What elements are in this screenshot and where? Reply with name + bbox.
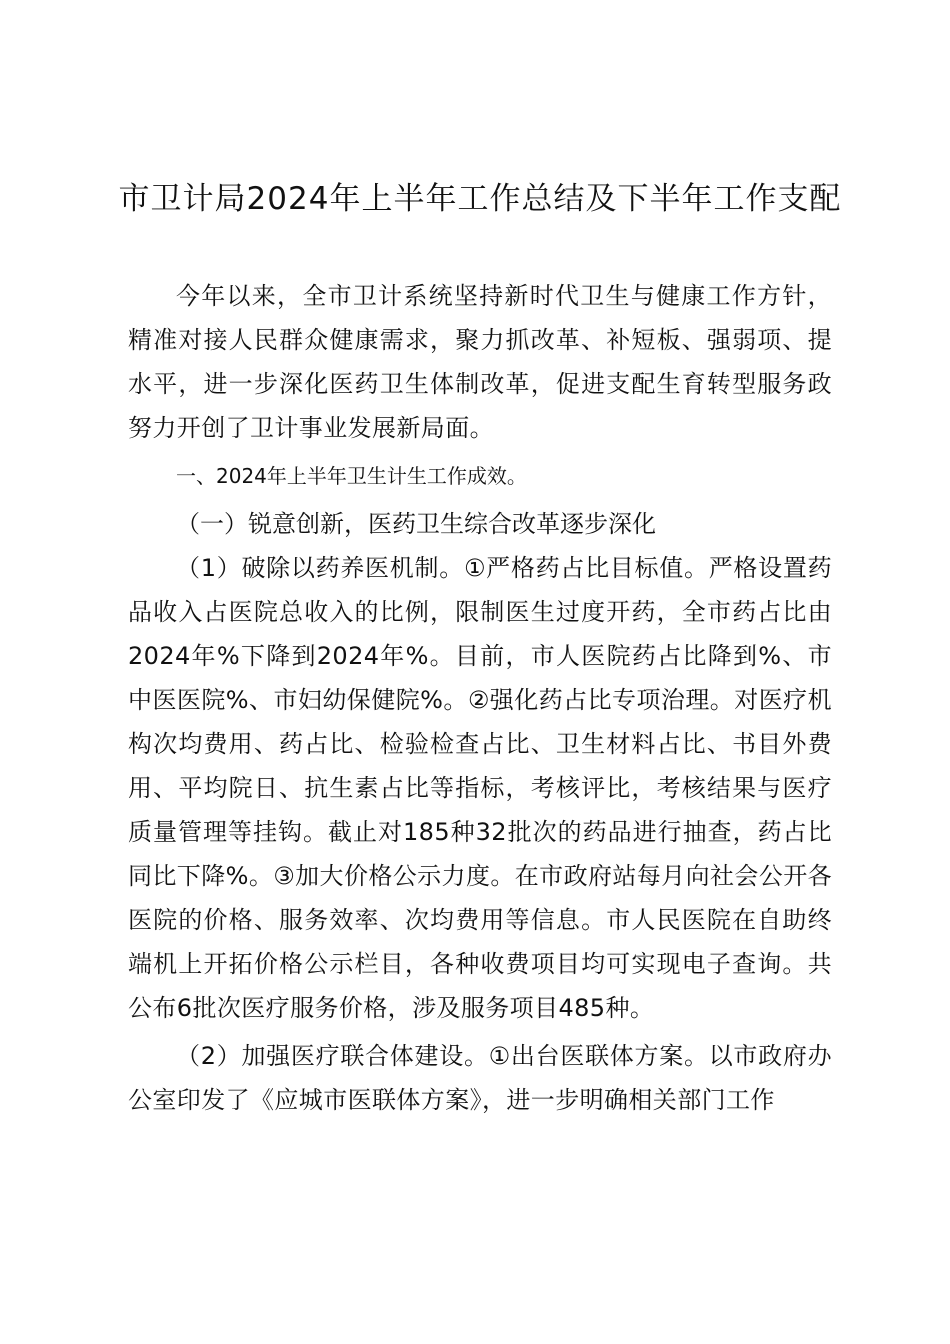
item-paragraph-1: （1）破除以药养医机制。①严格药占比目标值。严格设置药品收入占医院总收入的比例，限制医生过度开药，全市药占比由2024年%下降到2024年%。目前，市人医院药占比降到%、市中医医院%、市妇幼保健院%。②强化药占比专项治理。对医疗机构次均费用、药占比、检验检查占比、卫生材料占比、书目外费用、平均院日、抗生素占比等指标，考核评比，考核结果与医疗质量管理等挂钩。截止对185种32批次的药品进行抽查，药占比同比下降%。③加大价格公示力度。在市政府站每月向社会公开各医院的价格、服务效率、次均费用等信息。市人民医院在自助终端机上开拓价格公示栏目，各种收费项目均可实现电子查询。共公布6批次医疗服务价格，涉及服务项目485种。 — [128, 554, 832, 1022]
document-body — [128, 274, 832, 1122]
subsection-heading: （一）锐意创新，医药卫生综合改革逐步深化 — [176, 510, 656, 538]
section-heading: 一、2024年上半年卫生计生工作成效。 — [176, 464, 527, 488]
intro-paragraph: 今年以来，全市卫计系统坚持新时代卫生与健康工作方针，精准对接人民群众健康需求，聚力抓改革、补短板、强弱项、提水平，进一步深化医药卫生体制改革，促进支配生育转型服务政努力开创了卫计事业发展新局面。 — [128, 282, 832, 442]
document-title: 市卫计局2024年上半年工作总结及下半年工作支配 — [118, 181, 842, 217]
item-paragraph-2: （2）加强医疗联合体建设。①出台医联体方案。以市政府办公室印发了《应城市医联体方案》，进一步明确相关部门工作 — [128, 1042, 832, 1114]
